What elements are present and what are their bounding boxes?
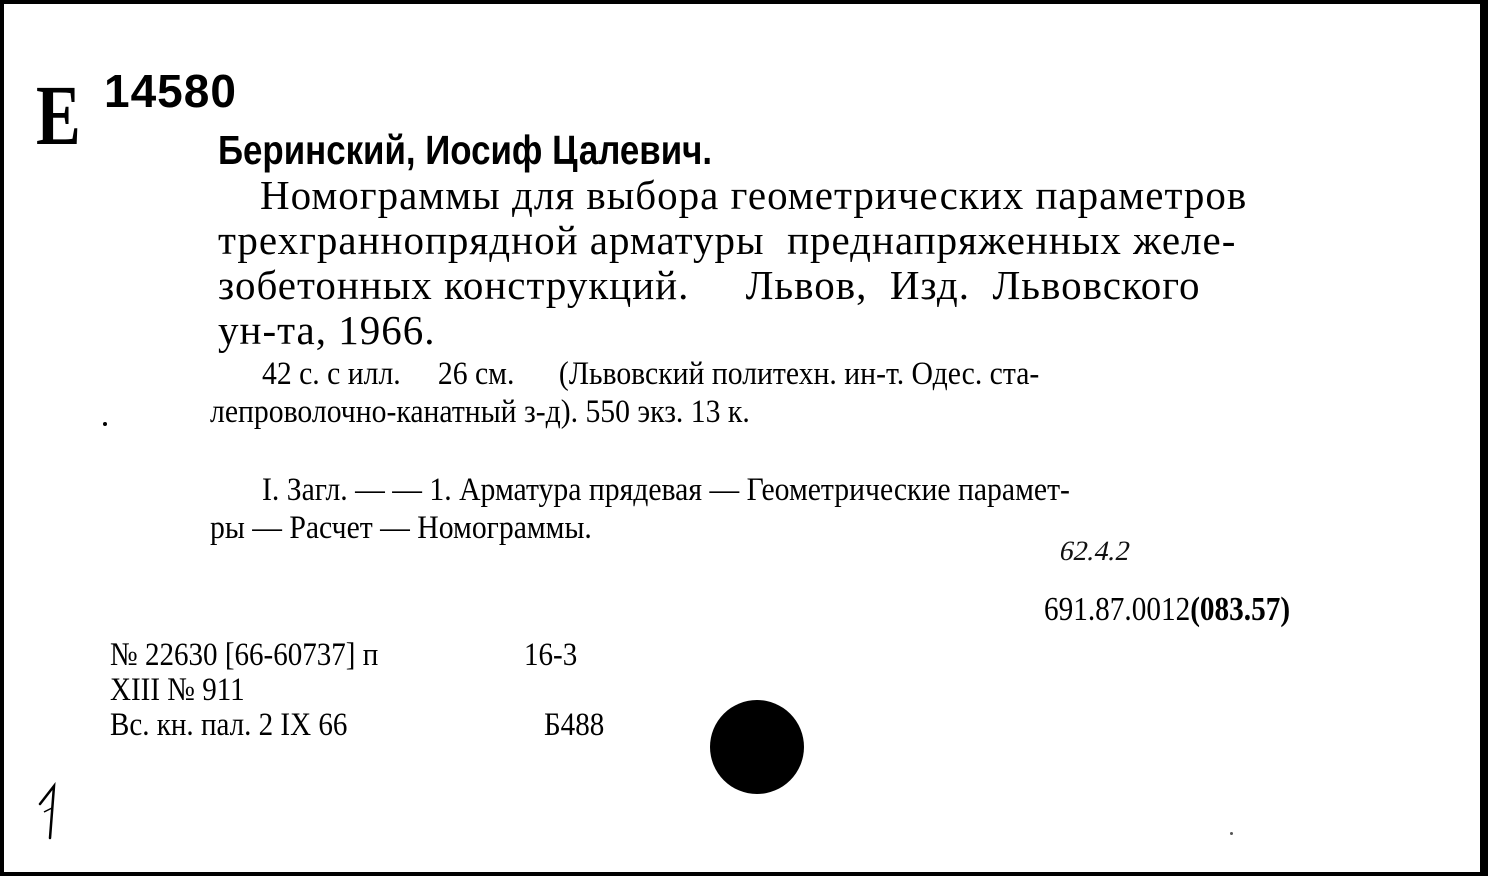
title-line: Номограммы для выбора геометрических параметров	[260, 172, 1248, 218]
tracings: ры — Расчет — Номограммы.	[210, 510, 592, 546]
title-line: ун-та, 1966.	[218, 307, 436, 353]
ink-speck	[1230, 832, 1233, 835]
tracings: I. Загл. — — 1. Арматура прядевая — Геометрические парамет-	[262, 472, 1070, 508]
udc-main: 691.87.0012	[1044, 591, 1191, 628]
ink-speck	[103, 422, 107, 426]
title-line: зобетонных конструкций. Львов, Изд. Львовского	[218, 262, 1201, 308]
title-line: трехграннопрядной арматуры преднапряженных желе-	[218, 217, 1237, 263]
author-heading: Беринский, Иосиф Цалевич.	[218, 127, 713, 173]
physical-description: 42 с. с илл. 26 см. (Львовский политехн. ин-т. Одес. ста-	[262, 356, 1040, 392]
imprint-line: XIII № 911	[110, 672, 245, 708]
udc-form: (083.57)	[1190, 591, 1291, 628]
imprint-code: 16-3	[524, 637, 578, 673]
punch-hole	[710, 700, 804, 794]
handwritten-code: 62.4.2	[1056, 536, 1134, 567]
physical-description: лепроволочно-канатный з-д). 550 экз. 13 к.	[210, 394, 750, 430]
imprint-line: № 22630 [66-60737] п	[110, 637, 379, 673]
imprint-code: Б488	[544, 707, 605, 743]
call-letter: Е	[36, 67, 81, 163]
udc-number	[1044, 593, 1290, 627]
corner-mark	[34, 782, 64, 842]
call-number: 14580	[104, 65, 237, 117]
imprint-line: Вс. кн. пал. 2 IX 66	[110, 707, 348, 743]
